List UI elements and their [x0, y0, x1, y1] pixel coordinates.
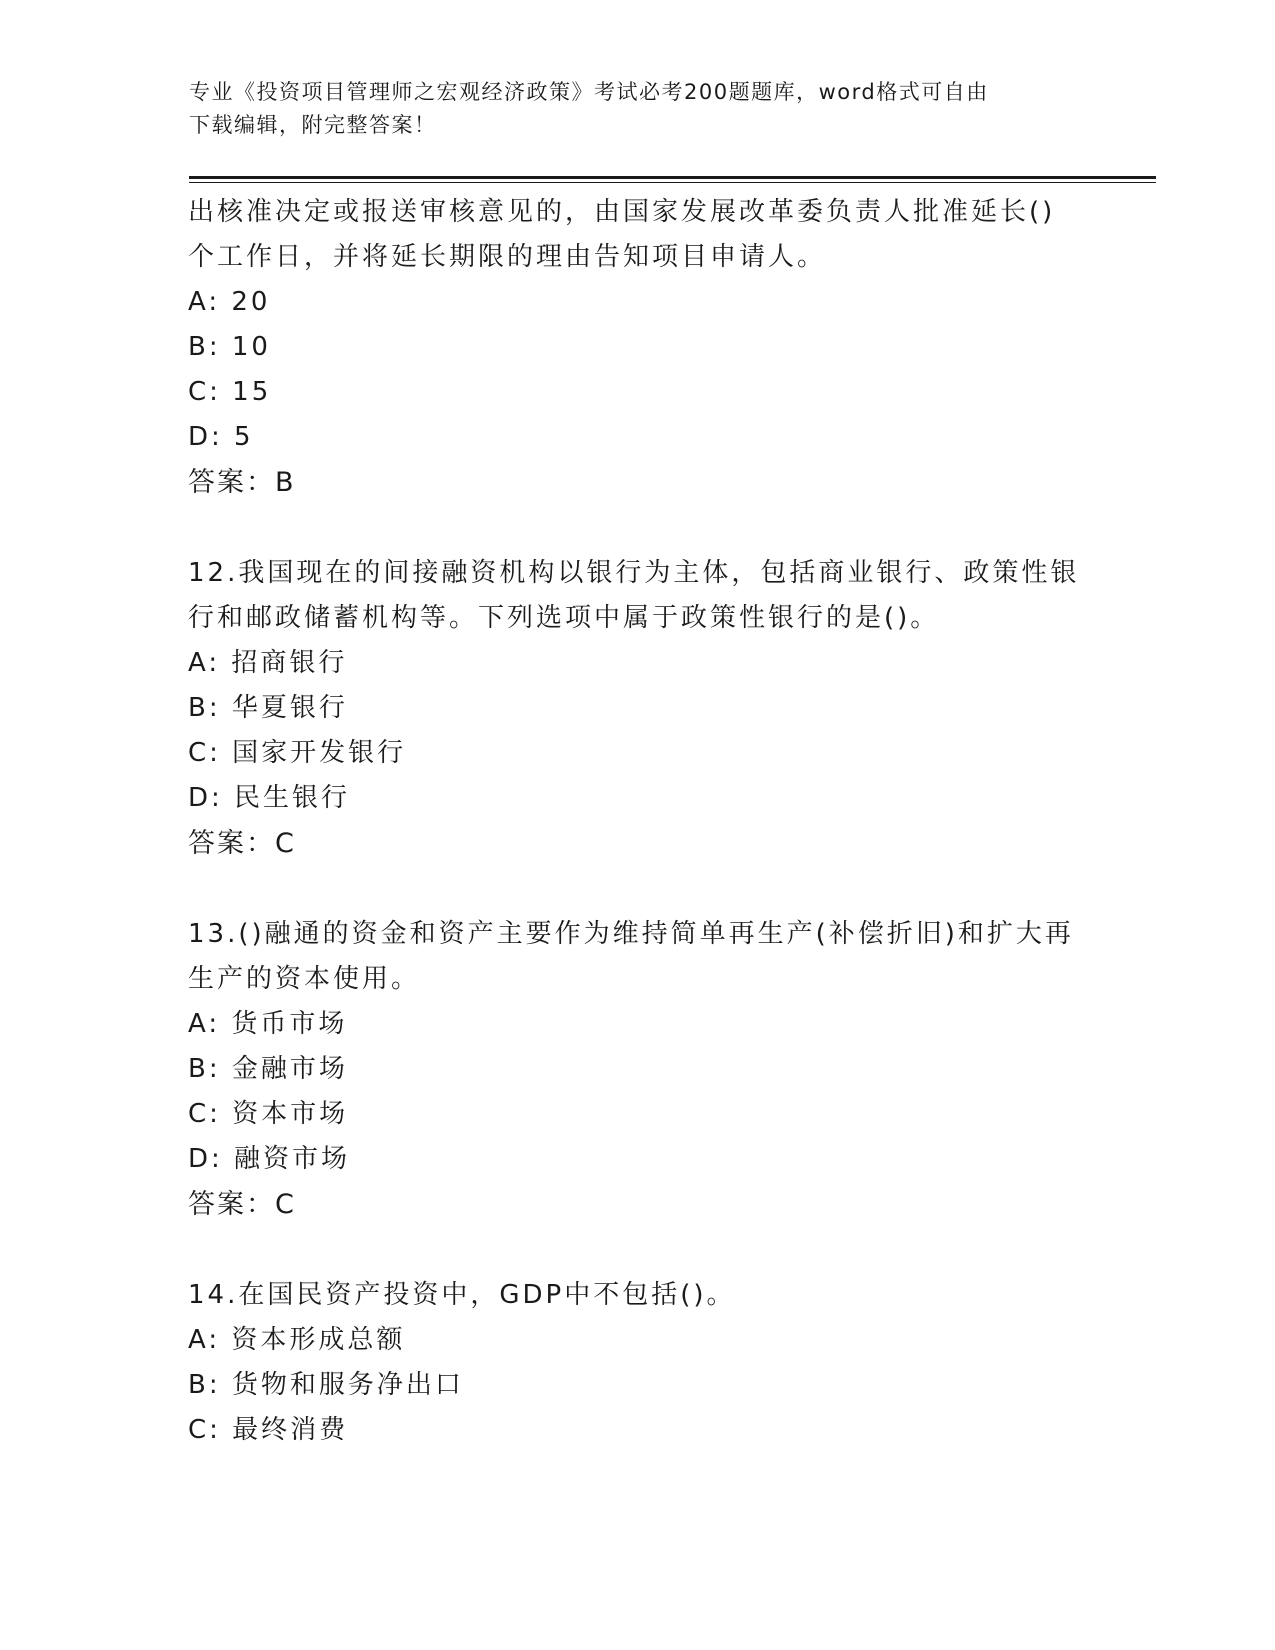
option-b: B: 金融市场	[188, 1054, 348, 1084]
option-b: B: 货物和服务净出口	[188, 1370, 464, 1400]
question-11-continued	[188, 190, 1088, 505]
option-a: A: 资本形成总额	[188, 1325, 406, 1355]
question-stem-line: 行和邮政储蓄机构等。下列选项中属于政策性银行的是()。	[188, 603, 940, 633]
option-c: C: 最终消费	[188, 1415, 349, 1445]
question-stem-line: 13.()融通的资金和资产主要作为维持简单再生产(补偿折旧)和扩大再	[188, 919, 1074, 949]
question-12	[188, 551, 1088, 866]
option-b: B: 10	[188, 332, 271, 362]
option-a: A: 货币市场	[188, 1009, 348, 1039]
question-stem-line: 14.在国民资产投资中，GDP中不包括()。	[188, 1280, 736, 1310]
question-stem-line: 个工作日，并将延长期限的理由告知项目申请人。	[188, 242, 827, 272]
option-d: D: 融资市场	[188, 1144, 351, 1174]
header-rule-thick	[189, 176, 1156, 179]
option-a: A: 20	[188, 287, 271, 317]
question-stem-line: 生产的资本使用。	[188, 964, 421, 994]
header-line-2: 下载编辑，附完整答案！	[189, 113, 437, 137]
option-c: C: 资本市场	[188, 1099, 349, 1129]
header-rule-thin	[189, 182, 1156, 183]
answer-line: 答案：C	[188, 1189, 296, 1220]
option-d: D: 5	[188, 422, 254, 452]
option-d: D: 民生银行	[188, 783, 351, 813]
question-stem-line: 出核准决定或报送审核意见的，由国家发展改革委负责人批准延长()	[188, 197, 1056, 227]
answer-line: 答案：B	[188, 467, 296, 498]
option-c: C: 15	[188, 377, 272, 407]
page-header	[189, 76, 1089, 142]
option-b: B: 华夏银行	[188, 693, 348, 723]
question-13	[188, 912, 1088, 1227]
question-stem-line: 12.我国现在的间接融资机构以银行为主体，包括商业银行、政策性银	[188, 558, 1080, 588]
header-line-1: 专业《投资项目管理师之宏观经济政策》考试必考200题题库，word格式可自由	[189, 80, 989, 104]
option-a: A: 招商银行	[188, 648, 348, 678]
option-c: C: 国家开发银行	[188, 738, 407, 768]
answer-line: 答案：C	[188, 828, 296, 859]
question-list	[188, 190, 1088, 1453]
question-14	[188, 1273, 1088, 1453]
